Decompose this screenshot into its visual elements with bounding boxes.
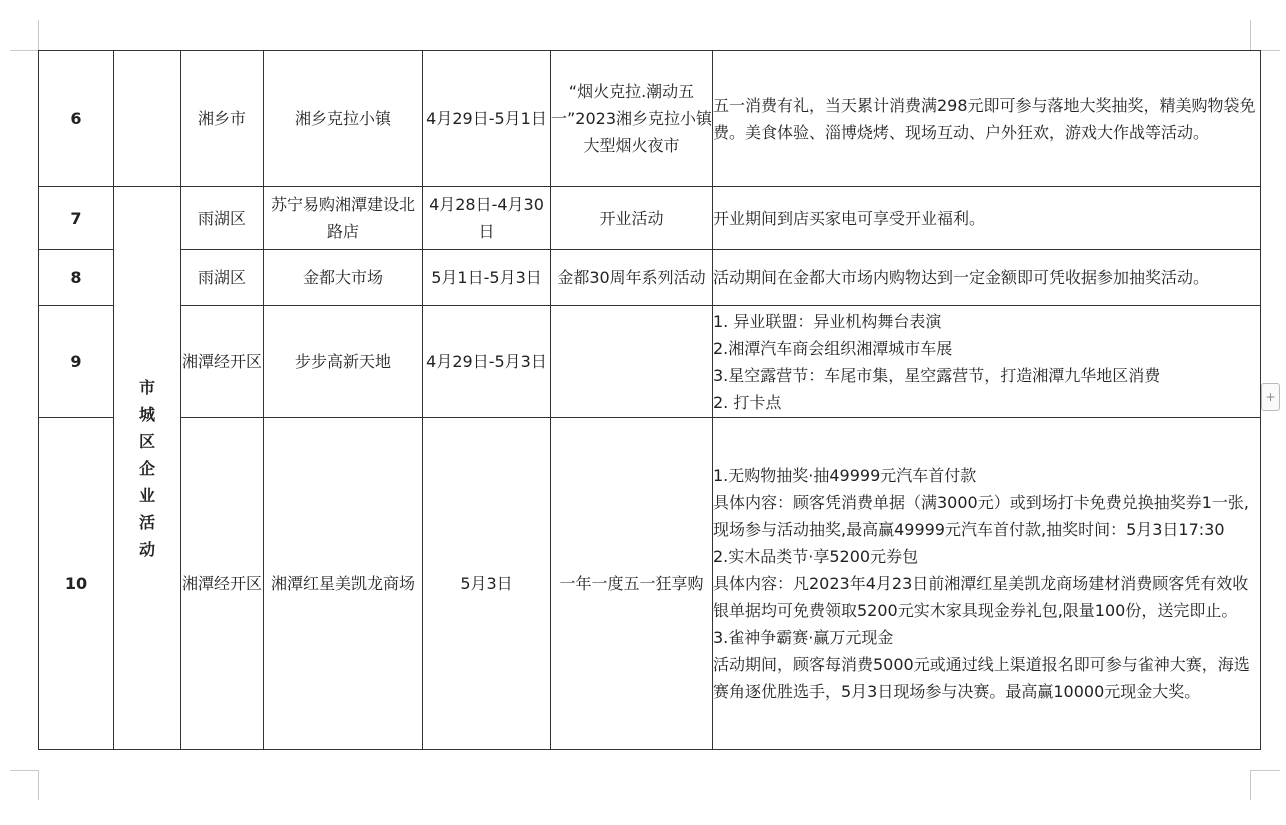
content-line: 3.星空露营节：车尾市集，星空露营节，打造湘潭九华地区消费 <box>713 365 1161 385</box>
activity-name-cell: 金都30周年系列活动 <box>551 250 713 306</box>
crop-mark <box>1250 770 1280 771</box>
activity-name-cell: 一年一度五一狂享购 <box>551 418 713 750</box>
row-number: 8 <box>39 250 114 306</box>
crop-mark <box>10 50 38 51</box>
content-line: 活动期间在金都大市场内购物达到一定金额即可凭收据参加抽奖活动。 <box>713 268 1210 287</box>
venue-cell: 湘乡克拉小镇 <box>264 51 423 187</box>
group-label-char: 城 <box>138 404 155 424</box>
date-cell: 5月3日 <box>423 418 551 750</box>
group-cell-empty <box>114 51 181 187</box>
group-label-char: 业 <box>138 485 155 505</box>
content-line: 2.湘潭汽车商会组织湘潭城市车展 <box>713 338 953 358</box>
crop-mark <box>38 20 39 50</box>
venue-cell: 步步高新天地 <box>264 306 423 418</box>
district-cell: 湘潭经开区 <box>181 306 264 418</box>
group-label-char: 市 <box>138 377 155 397</box>
content-line: 2. 打卡点 <box>713 392 782 412</box>
content-line: 具体内容：顾客凭消费单据（满3000元）或到场打卡免费兑换抽奖券1一张,现场参与活动抽奖,最高赢49999元汽车首付款,抽奖时间：5月3日17:30 <box>713 493 1249 539</box>
crop-mark <box>1250 20 1251 50</box>
content-line: 五一消费有礼，当天累计消费满298元即可参与落地大奖抽奖，精美购物袋免费。美食体验、淄博烧烤、现场互动、户外狂欢，游戏大作战等活动。 <box>713 95 1256 142</box>
venue-cell: 苏宁易购湘潭建设北路店 <box>264 187 423 250</box>
row-number: 10 <box>39 418 114 750</box>
activity-name-cell: “烟火克拉.潮动五一”2023湘乡克拉小镇大型烟火夜市 <box>551 51 713 187</box>
district-cell: 雨湖区 <box>181 187 264 250</box>
crop-mark <box>10 770 38 771</box>
group-label-char: 活 <box>138 512 155 532</box>
content-line: 具体内容：凡2023年4月23日前湘潭红星美凯龙商场建材消费顾客凭有效收银单据均可免费领取5200元实木家具现金券礼包,限量100份，送完即止。 <box>713 574 1249 620</box>
activity-name-cell: 开业活动 <box>551 187 713 250</box>
content-line: 3.雀神争霸赛·赢万元现金 <box>713 628 894 647</box>
content-cell <box>713 418 1261 750</box>
table-row <box>39 418 1261 750</box>
venue-cell: 金都大市场 <box>264 250 423 306</box>
content-cell <box>713 51 1261 187</box>
content-line: 开业期间到店买家电可享受开业福利。 <box>713 208 986 228</box>
table-row <box>39 187 1261 250</box>
group-label-cell <box>114 187 181 750</box>
content-line: 活动期间，顾客每消费5000元或通过线上渠道报名即可参与雀神大赛，海选赛角逐优胜选手，5月3日现场参与决赛。最高赢10000元现金大奖。 <box>713 655 1250 701</box>
group-label-char: 企 <box>138 458 155 478</box>
content-line: 1.无购物抽奖·抽49999元汽车首付款 <box>713 466 977 485</box>
content-cell <box>713 250 1261 306</box>
date-cell: 4月29日-5月3日 <box>423 306 551 418</box>
date-cell: 5月1日-5月3日 <box>423 250 551 306</box>
content-line: 1. 异业联盟：异业机构舞台表演 <box>713 311 942 331</box>
group-label-char: 区 <box>138 431 155 451</box>
table-row <box>39 250 1261 306</box>
content-cell <box>713 306 1261 418</box>
activity-name-cell <box>551 306 713 418</box>
date-cell: 4月29日-5月1日 <box>423 51 551 187</box>
district-cell: 雨湖区 <box>181 250 264 306</box>
date-cell: 4月28日-4月30日 <box>423 187 551 250</box>
add-button[interactable]: + <box>1261 383 1280 411</box>
crop-mark <box>1250 770 1251 800</box>
district-cell: 湘乡市 <box>181 51 264 187</box>
table-row <box>39 306 1261 418</box>
row-number: 9 <box>39 306 114 418</box>
row-number: 7 <box>39 187 114 250</box>
group-label-char: 动 <box>138 539 155 559</box>
content-line: 2.实木品类节·享5200元券包 <box>713 547 919 566</box>
content-cell <box>713 187 1261 250</box>
row-number: 6 <box>39 51 114 187</box>
table-row <box>39 51 1261 187</box>
district-cell: 湘潭经开区 <box>181 418 264 750</box>
venue-cell: 湘潭红星美凯龙商场 <box>264 418 423 750</box>
crop-mark <box>1260 50 1280 51</box>
crop-mark <box>38 770 39 800</box>
activity-table <box>38 50 1261 750</box>
